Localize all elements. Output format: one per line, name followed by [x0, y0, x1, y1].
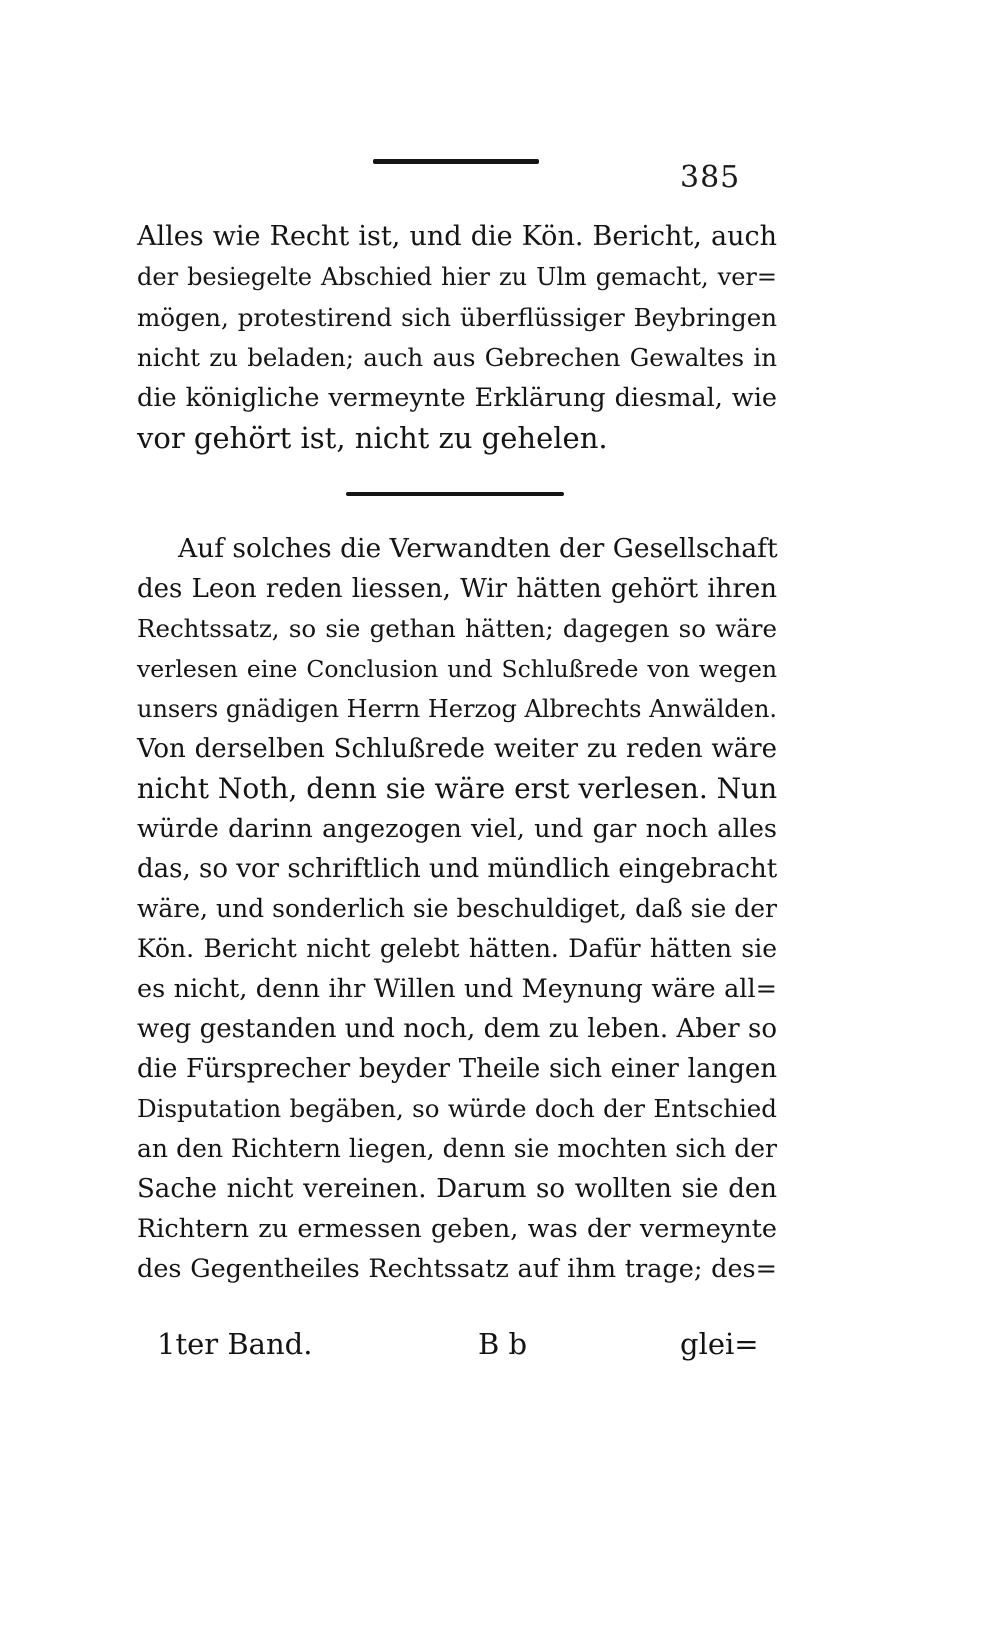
catchword: glei=: [680, 1327, 759, 1361]
text-line: nicht Noth, denn sie wäre erst verlesen. Nun: [137, 772, 778, 805]
text-line: mögen, protestirend sich überflüssiger Beybringen: [137, 303, 777, 332]
text-line: Disputation begäben, so würde doch der Entschied: [137, 1094, 777, 1123]
text-line: des Leon reden liessen, Wir hätten gehört ihren: [137, 574, 777, 604]
text-line: des Gegentheiles Rechtssatz auf ihm trage; des=: [137, 1254, 777, 1284]
text-line: wäre, und sonderlich sie beschuldiget, daß sie der: [137, 894, 777, 923]
text-line: Von derselben Schlußrede weiter zu reden wäre: [137, 734, 777, 764]
text-line: Kön. Bericht nicht gelebt hätten. Dafür hätten sie: [137, 934, 777, 963]
text-line: das, so vor schriftlich und mündlich eingebracht: [137, 854, 778, 884]
section-rule: [346, 492, 564, 496]
volume-label: 1ter Band.: [157, 1327, 313, 1361]
text-line: die Fürsprecher beyder Theile sich einer langen: [137, 1054, 777, 1084]
text-line: es nicht, denn ihr Willen und Meynung wäre all=: [137, 974, 777, 1004]
text-line: weg gestanden und noch, dem zu leben. Aber so: [137, 1014, 777, 1044]
text-line: unsers gnädigen Herrn Herzog Albrechts Anwälden.: [137, 695, 778, 723]
text-line: Auf solches die Verwandten der Gesellschaft: [178, 533, 778, 564]
signature-mark: B b: [478, 1327, 528, 1361]
text-line: Alles wie Recht ist, und die Kön. Bericht, auch: [137, 221, 777, 252]
text-line: Richtern zu ermessen geben, was der vermeynte: [137, 1214, 777, 1244]
text-line: nicht zu beladen; auch aus Gebrechen Gewaltes in: [137, 343, 777, 372]
text-line: der besiegelte Abschied hier zu Ulm gemacht, ver=: [137, 263, 777, 291]
text-line: Rechtssatz, so sie gethan hätten; dagegen so wäre: [137, 614, 777, 643]
text-line: an den Richtern liegen, denn sie mochten sich der: [137, 1134, 777, 1163]
text-line: die königliche vermeynte Erklärung diesmal, wie: [137, 383, 777, 413]
page-number: 385: [680, 160, 741, 195]
text-line: vor gehört ist, nicht zu gehelen.: [137, 421, 608, 455]
text-line: würde darinn angezogen viel, und gar noch alles: [137, 814, 777, 844]
header-rule: [373, 159, 539, 164]
text-line: verlesen eine Conclusion und Schlußrede von wegen: [137, 655, 777, 683]
text-line: Sache nicht vereinen. Darum so wollten sie den: [137, 1174, 777, 1204]
